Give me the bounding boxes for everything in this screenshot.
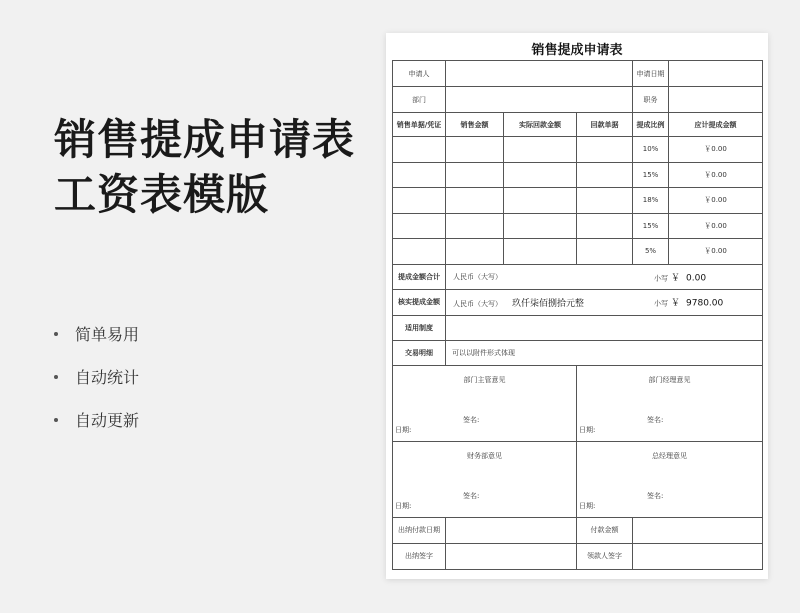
- table-row: [393, 137, 763, 163]
- commission-cell: ￥0.00: [669, 162, 763, 188]
- table-row: [393, 213, 763, 239]
- sales-amount-cell[interactable]: [446, 188, 504, 214]
- commission-cell: ￥0.00: [669, 213, 763, 239]
- small-label: 小写: [654, 299, 668, 308]
- commission-cell: ￥0.00: [669, 137, 763, 163]
- commission-cell: ￥0.00: [669, 239, 763, 265]
- sign-label: 签名:: [647, 415, 664, 424]
- receiver-sign-field[interactable]: [633, 543, 763, 569]
- rmb-upper-label: 人民币（大写）: [453, 272, 502, 281]
- department-label: 部门: [393, 87, 446, 113]
- cashier-date-label: 出纳付款日期: [393, 517, 446, 543]
- sales-amount-cell[interactable]: [446, 239, 504, 265]
- detail-label: 交易明细: [393, 340, 446, 365]
- form-row-total: [393, 264, 763, 290]
- date-label: 日期:: [579, 425, 596, 434]
- receipt-cell[interactable]: [577, 188, 633, 214]
- sign-label: 签名:: [463, 491, 480, 500]
- collected-amount-cell[interactable]: [504, 188, 577, 214]
- form-row-verified: [393, 290, 763, 316]
- column-header: 销售金额: [446, 113, 504, 137]
- cashier-date-field[interactable]: [446, 517, 577, 543]
- sign-label: 签名:: [647, 491, 664, 500]
- table-row: [393, 188, 763, 214]
- voucher-cell[interactable]: [393, 188, 446, 214]
- column-header: 实际回款金额: [504, 113, 577, 137]
- date-label: 日期:: [395, 425, 412, 434]
- small-label: 小写: [654, 274, 668, 283]
- column-header: 销售单据/凭证: [393, 113, 446, 137]
- apply-date-field[interactable]: [669, 61, 763, 87]
- feature-item: 简单易用: [54, 312, 139, 355]
- sales-amount-cell[interactable]: [446, 137, 504, 163]
- sales-amount-cell[interactable]: [446, 213, 504, 239]
- column-header: 应计提成金额: [669, 113, 763, 137]
- rate-cell: 18%: [633, 188, 669, 214]
- opinion-title: 部门主管意见: [463, 375, 506, 384]
- column-header: 回款单据: [577, 113, 633, 137]
- form-row-opinions-2: [393, 441, 763, 517]
- receipt-cell[interactable]: [577, 137, 633, 163]
- commission-cell: ￥0.00: [669, 188, 763, 214]
- rmb-upper-label: 人民币（大写）: [453, 299, 502, 308]
- yen-sign: ￥: [671, 273, 681, 284]
- verified-upper-value: 玖仟柒佰捌拾元整: [512, 298, 585, 309]
- voucher-cell[interactable]: [393, 162, 446, 188]
- rate-cell: 15%: [633, 213, 669, 239]
- voucher-cell[interactable]: [393, 239, 446, 265]
- receiver-sign-label: 领款人签字: [577, 543, 633, 569]
- table-row: [393, 239, 763, 265]
- hero-title-line2: 工资表模版: [54, 170, 270, 219]
- rate-cell: 15%: [633, 162, 669, 188]
- cashier-sign-label: 出纳签字: [393, 543, 446, 569]
- form-title: 销售提成申请表: [531, 43, 623, 58]
- total-small-value: 0.00: [686, 273, 707, 284]
- dept-head-opinion-box[interactable]: [577, 365, 763, 441]
- collected-amount-cell[interactable]: [504, 213, 577, 239]
- hero-title-line1: 销售提成申请表: [54, 115, 356, 164]
- form-row-applicant: [393, 61, 763, 87]
- applicant-label: 申请人: [393, 61, 446, 87]
- apply-date-label: 申请日期: [633, 61, 669, 87]
- voucher-cell[interactable]: [393, 137, 446, 163]
- sales-amount-cell[interactable]: [446, 162, 504, 188]
- date-label: 日期:: [395, 501, 412, 510]
- sign-label: 签名:: [463, 415, 480, 424]
- yen-sign: ￥: [671, 298, 681, 309]
- form-row-payment: [393, 517, 763, 543]
- department-field[interactable]: [446, 87, 633, 113]
- form-row-detail: [393, 340, 763, 365]
- hero-title: [54, 112, 355, 222]
- verified-label: 核实提成金额: [393, 290, 446, 316]
- applicant-field[interactable]: [446, 61, 633, 87]
- collected-amount-cell[interactable]: [504, 239, 577, 265]
- receipt-cell[interactable]: [577, 213, 633, 239]
- verified-small-value: 9780.00: [686, 298, 724, 309]
- bullet-icon: [54, 375, 58, 379]
- feature-item: 自动更新: [54, 398, 139, 441]
- opinion-title: 部门经理意见: [648, 375, 691, 384]
- position-field[interactable]: [669, 87, 763, 113]
- bullet-icon: [54, 332, 58, 336]
- rate-cell: 5%: [633, 239, 669, 265]
- form-row-opinions-1: [393, 365, 763, 441]
- detail-note: 可以以附件形式体现: [446, 340, 763, 365]
- dept-manager-opinion-box[interactable]: [393, 365, 577, 441]
- rule-field[interactable]: [446, 315, 763, 340]
- total-label: 提成金额合计: [393, 264, 446, 290]
- collected-amount-cell[interactable]: [504, 162, 577, 188]
- cashier-sign-field[interactable]: [446, 543, 577, 569]
- rule-label: 适用制度: [393, 315, 446, 340]
- pay-amount-field[interactable]: [633, 517, 763, 543]
- gm-opinion-box[interactable]: [577, 441, 763, 517]
- date-label: 日期:: [579, 501, 596, 510]
- receipt-cell[interactable]: [577, 162, 633, 188]
- feature-item: 自动统计: [54, 355, 139, 398]
- pay-amount-label: 付款金额: [577, 517, 633, 543]
- form-row-signatures: [393, 543, 763, 569]
- total-amount-cell: [446, 264, 763, 290]
- voucher-cell[interactable]: [393, 213, 446, 239]
- form-row-department: [393, 87, 763, 113]
- receipt-cell[interactable]: [577, 239, 633, 265]
- commission-form-table: [392, 60, 763, 570]
- table-row: [393, 162, 763, 188]
- column-header: 提成比例: [633, 113, 669, 137]
- feature-list: [54, 312, 139, 441]
- form-row-rule: [393, 315, 763, 340]
- position-label: 职务: [633, 87, 669, 113]
- table-header-row: [393, 113, 763, 137]
- opinion-title: 财务部意见: [467, 451, 502, 460]
- opinion-title: 总经理意见: [652, 451, 688, 460]
- verified-amount-cell: [446, 290, 763, 316]
- bullet-icon: [54, 418, 58, 422]
- form-sheet: [386, 33, 768, 579]
- collected-amount-cell[interactable]: [504, 137, 577, 163]
- finance-opinion-box[interactable]: [393, 441, 577, 517]
- rate-cell: 10%: [633, 137, 669, 163]
